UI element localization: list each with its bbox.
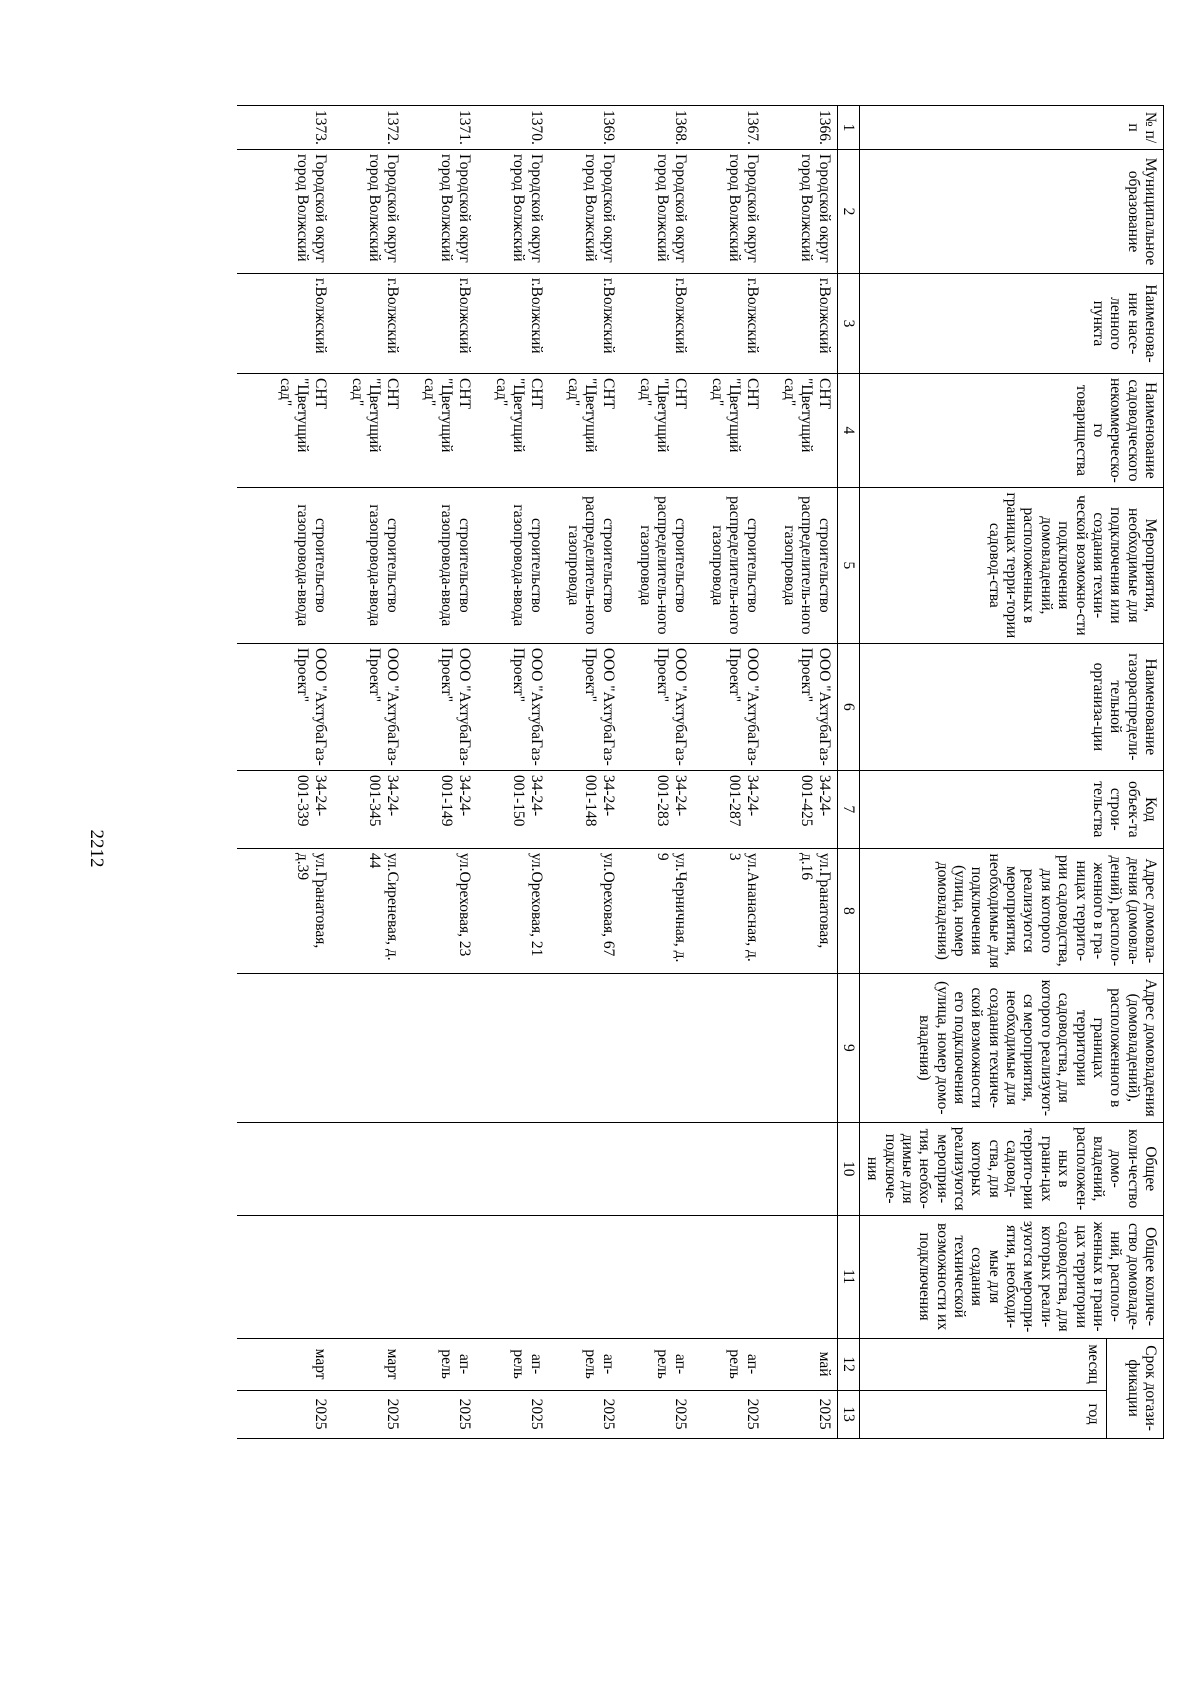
table-header [837, 106, 1163, 1439]
municipality-cell: Городской округ город Волжский [693, 150, 765, 274]
address-connection-cell: ул.Ореховая, 67 [549, 848, 621, 973]
municipality-cell: Городской округ город Волжский [333, 150, 405, 274]
header-col-3: Наименова-ние насе-ленного пункта [859, 274, 1163, 374]
address-capability-cell [477, 973, 549, 1122]
column-number: 1 [837, 106, 859, 150]
object-code-cell: 34-24-001-287 [693, 770, 765, 848]
row-number: 1372. [333, 106, 405, 150]
gas-org-cell: ООО "АхтубаГаз-Проект" [693, 643, 765, 770]
snt-name-cell: СНТ "Цветущий сад" [693, 374, 765, 488]
month-cell: март [237, 1338, 333, 1390]
snt-name-cell: СНТ "Цветущий сад" [621, 374, 693, 488]
address-capability-cell [405, 973, 477, 1122]
municipality-cell: Городской округ город Волжский [405, 150, 477, 274]
event-cell: строительство газопровода-ввода [405, 487, 477, 643]
address-capability-cell [693, 973, 765, 1122]
municipality-cell: Городской округ город Волжский [621, 150, 693, 274]
column-number: 7 [837, 770, 859, 848]
header-col-5: Мероприятия, необходимые для подключения или создания техни-ческой возможно-сти подключения домовладений, расположенных в границах терри-тории садовод-ства [859, 487, 1163, 643]
year-cell: 2025 [477, 1390, 549, 1438]
gas-org-cell: ООО "АхтубаГаз-Проект" [477, 643, 549, 770]
year-cell: 2025 [405, 1390, 477, 1438]
table-row [237, 106, 333, 1439]
table-row [333, 106, 405, 1439]
count-capability-cell [765, 1215, 838, 1338]
table-row [693, 106, 765, 1439]
count-connection-cell [621, 1122, 693, 1215]
header-col-11: Общее количе-ство домовладе-ний, располо-женных в грани-цах территории садоводства, для которых реали-зуются меропри-ятия, необходи-мые для создания технической возможности их подключения [859, 1215, 1163, 1338]
header-col-2: Муниципальное образование [859, 150, 1163, 274]
event-cell: строительство распределитель-ного газопровода [549, 487, 621, 643]
month-cell: ап-рель [405, 1338, 477, 1390]
column-number: 11 [837, 1215, 859, 1338]
row-number: 1370. [477, 106, 549, 150]
settlement-cell: г.Волжский [477, 274, 549, 374]
snt-name-cell: СНТ "Цветущий сад" [765, 374, 838, 488]
header-col-4: Наименование садоводческого некоммерческо-го товарищества [859, 374, 1163, 488]
table-row [405, 106, 477, 1439]
month-cell: ап-рель [621, 1338, 693, 1390]
settlement-cell: г.Волжский [765, 274, 838, 374]
year-cell: 2025 [621, 1390, 693, 1438]
count-capability-cell [693, 1215, 765, 1338]
header-col-1: № п/п [859, 106, 1163, 150]
count-capability-cell [621, 1215, 693, 1338]
municipality-cell: Городской округ город Волжский [549, 150, 621, 274]
count-capability-cell [237, 1215, 333, 1338]
gas-org-cell: ООО "АхтубаГаз-Проект" [405, 643, 477, 770]
row-number: 1371. [405, 106, 477, 150]
column-number: 4 [837, 374, 859, 488]
header-col-8: Адрес домовла-дения (домовла-дений), располо-женного в гра-ницах террито-рии садоводства, для которого реализуются мероприятия, необходимые для подключения (улица, номер домовладения) [859, 848, 1163, 973]
settlement-cell: г.Волжский [693, 274, 765, 374]
column-number: 5 [837, 487, 859, 643]
count-capability-cell [477, 1215, 549, 1338]
object-code-cell: 34-24-001-150 [477, 770, 549, 848]
year-cell: 2025 [693, 1390, 765, 1438]
address-capability-cell [549, 973, 621, 1122]
column-number: 10 [837, 1122, 859, 1215]
gas-org-cell: ООО "АхтубаГаз-Проект" [237, 643, 333, 770]
row-number: 1366. [765, 106, 838, 150]
year-cell: 2025 [237, 1390, 333, 1438]
page-number: 2212 [86, 829, 107, 868]
address-capability-cell [333, 973, 405, 1122]
count-connection-cell [237, 1122, 333, 1215]
column-number: 13 [837, 1390, 859, 1438]
object-code-cell: 34-24-001-345 [333, 770, 405, 848]
row-number: 1373. [237, 106, 333, 150]
address-connection-cell: ул.Сиреневая, д. 44 [333, 848, 405, 973]
column-number-row [837, 106, 859, 1439]
table-row [765, 106, 838, 1439]
header-col-12: месяц [859, 1338, 1106, 1390]
snt-name-cell: СНТ "Цветущий сад" [237, 374, 333, 488]
address-connection-cell: ул.Ананасная, д. 3 [693, 848, 765, 973]
snt-name-cell: СНТ "Цветущий сад" [405, 374, 477, 488]
column-number: 3 [837, 274, 859, 374]
event-cell: строительство газопровода-ввода [237, 487, 333, 643]
count-capability-cell [549, 1215, 621, 1338]
header-col-10: Общее коли-чество домо-владений, расположен-ных в грани-цах террито-рии садовод-ства, для которых реализуются мероприя-тия, необхо-димые для подключе-ния [859, 1122, 1163, 1215]
address-connection-cell: ул.Гранатовая, д.39 [237, 848, 333, 973]
gasification-table [237, 105, 1164, 1439]
settlement-cell: г.Волжский [333, 274, 405, 374]
column-number: 9 [837, 973, 859, 1122]
count-connection-cell [765, 1122, 838, 1215]
header-col-9: Адрес домовладения (домовладений), расположенного в границах территории садоводства, для которого реализуют-ся мероприятия, необходимые для создания техниче-ской возможности его подключения (улица, номер домо-владения) [859, 973, 1163, 1122]
column-number: 2 [837, 150, 859, 274]
row-number: 1367. [693, 106, 765, 150]
count-connection-cell [333, 1122, 405, 1215]
count-connection-cell [405, 1122, 477, 1215]
year-cell: 2025 [333, 1390, 405, 1438]
table-body [237, 106, 838, 1439]
snt-name-cell: СНТ "Цветущий сад" [333, 374, 405, 488]
settlement-cell: г.Волжский [237, 274, 333, 374]
settlement-cell: г.Волжский [405, 274, 477, 374]
settlement-cell: г.Волжский [549, 274, 621, 374]
settlement-cell: г.Волжский [621, 274, 693, 374]
address-capability-cell [237, 973, 333, 1122]
count-connection-cell [693, 1122, 765, 1215]
row-number: 1369. [549, 106, 621, 150]
header-col-6: Наименование газораспредели-тельной организа-ции [859, 643, 1163, 770]
event-cell: строительство распределитель-ного газопровода [621, 487, 693, 643]
header-col-7: Код объек-та строи-тельства [859, 770, 1163, 848]
month-cell: ап-рель [477, 1338, 549, 1390]
count-connection-cell [549, 1122, 621, 1215]
gas-org-cell: ООО "АхтубаГаз-Проект" [765, 643, 838, 770]
event-cell: строительство распределитель-ного газопровода [765, 487, 838, 643]
table-row [477, 106, 549, 1439]
snt-name-cell: СНТ "Цветущий сад" [549, 374, 621, 488]
count-capability-cell [405, 1215, 477, 1338]
snt-name-cell: СНТ "Цветущий сад" [477, 374, 549, 488]
year-cell: 2025 [549, 1390, 621, 1438]
header-col-12-13: Срок догази-фикации [1106, 1338, 1163, 1438]
address-capability-cell [621, 973, 693, 1122]
object-code-cell: 34-24-001-283 [621, 770, 693, 848]
column-number: 8 [837, 848, 859, 973]
municipality-cell: Городской округ город Волжский [765, 150, 838, 274]
address-connection-cell: ул.Гранатовая, д.16 [765, 848, 838, 973]
municipality-cell: Городской округ город Волжский [237, 150, 333, 274]
address-connection-cell: ул.Ореховая, 23 [405, 848, 477, 973]
year-cell: 2025 [765, 1390, 838, 1438]
address-connection-cell: ул.Ореховая, 21 [477, 848, 549, 973]
gas-org-cell: ООО "АхтубаГаз-Проект" [333, 643, 405, 770]
month-cell: март [333, 1338, 405, 1390]
event-cell: строительство распределитель-ного газопровода [693, 487, 765, 643]
gas-org-cell: ООО "АхтубаГаз-Проект" [621, 643, 693, 770]
month-cell: май [765, 1338, 838, 1390]
column-number: 6 [837, 643, 859, 770]
count-capability-cell [333, 1215, 405, 1338]
month-cell: ап-рель [693, 1338, 765, 1390]
table-row [621, 106, 693, 1439]
object-code-cell: 34-24-001-339 [237, 770, 333, 848]
object-code-cell: 34-24-001-149 [405, 770, 477, 848]
address-connection-cell: ул.Черничная, д. 9 [621, 848, 693, 973]
object-code-cell: 34-24-001-425 [765, 770, 838, 848]
event-cell: строительство газопровода-ввода [333, 487, 405, 643]
object-code-cell: 34-24-001-148 [549, 770, 621, 848]
row-number: 1368. [621, 106, 693, 150]
gas-org-cell: ООО "АхтубаГаз-Проект" [549, 643, 621, 770]
address-capability-cell [765, 973, 838, 1122]
table-row [549, 106, 621, 1439]
month-cell: ап-рель [549, 1338, 621, 1390]
count-connection-cell [477, 1122, 549, 1215]
column-number: 12 [837, 1338, 859, 1390]
event-cell: строительство газопровода-ввода [477, 487, 549, 643]
municipality-cell: Городской округ город Волжский [477, 150, 549, 274]
header-col-13: год [859, 1390, 1106, 1438]
